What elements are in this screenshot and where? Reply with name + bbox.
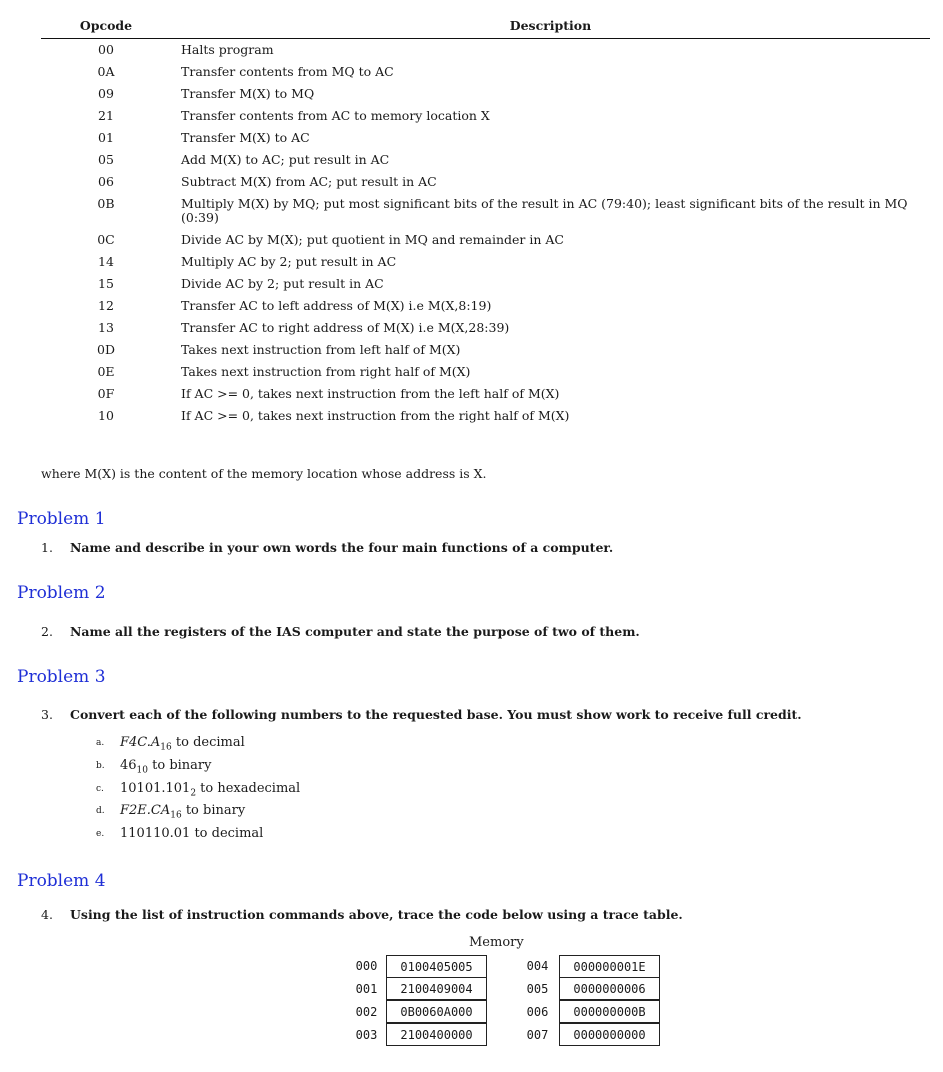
problem-2-text	[41, 624, 640, 639]
table-row	[41, 296, 930, 318]
problem-2-question: Name all the registers of the IAS computer and state the purpose of two of them.	[70, 624, 640, 639]
opcode-cell: 09	[98, 86, 114, 101]
description-cell: Transfer AC to right address of M(X) i.e M(X,28:39)	[181, 320, 510, 335]
number-value: F2E.CA	[120, 803, 171, 819]
memory-cell: 0000000006	[559, 977, 660, 1000]
number-value: 10101.101	[120, 780, 191, 796]
problem-3-heading: Problem 3	[17, 667, 106, 687]
opcode-cell: 05	[98, 152, 114, 167]
problem-1-heading: Problem 1	[17, 509, 106, 529]
list-item-letter: b.	[96, 760, 105, 771]
opcode-cell: 10	[98, 408, 114, 423]
memory-cell: 000000000B	[559, 1000, 660, 1023]
memory-row	[347, 1024, 660, 1047]
table-row	[41, 84, 930, 106]
memory-title: Memory	[469, 935, 524, 950]
opcode-cell: 0B	[97, 196, 115, 211]
opcode-table	[41, 14, 930, 428]
description-cell: Multiply M(X) by MQ; put most significant bits of the result in AC (79:40); least significant bits of the result in MQ (0:39)	[181, 196, 908, 225]
problem-4-heading: Problem 4	[17, 871, 106, 891]
opcode-cell: 0D	[97, 342, 115, 357]
memory-cell: 0000000000	[559, 1023, 660, 1046]
memory-address: 004	[526, 959, 549, 973]
list-item-letter: d.	[96, 806, 105, 817]
opcode-cell: 14	[98, 254, 114, 269]
description-cell: Transfer M(X) to AC	[181, 130, 310, 145]
memory-row	[347, 978, 660, 1001]
description-cell: Add M(X) to AC; put result in AC	[181, 152, 390, 167]
conversion-target: to decimal	[190, 826, 264, 842]
description-cell: If AC >= 0, takes next instruction from the right half of M(X)	[181, 408, 570, 423]
number-value: 46	[120, 757, 137, 773]
description-cell: Transfer M(X) to MQ	[181, 86, 315, 101]
conversion-target: to hexadecimal	[196, 780, 301, 796]
opcode-column-header: Opcode	[41, 14, 171, 39]
description-cell: Subtract M(X) from AC; put result in AC	[181, 174, 437, 189]
memory-address: 005	[526, 982, 549, 996]
memory-cell: 0100405005	[386, 955, 487, 978]
description-cell: Multiply AC by 2; put result in AC	[181, 254, 397, 269]
description-cell: Takes next instruction from left half of M(X)	[181, 342, 461, 357]
memory-address: 007	[526, 1028, 549, 1042]
table-row	[41, 362, 930, 384]
table-row	[41, 194, 930, 230]
list-item	[96, 825, 300, 848]
list-item	[96, 780, 300, 803]
memory-cell: 0B0060A000	[386, 1000, 487, 1023]
problem-3-text	[41, 707, 802, 722]
table-row	[41, 172, 930, 194]
problem-2-number: 2.	[41, 624, 53, 639]
opcode-cell: 06	[98, 174, 114, 189]
memory-address: 001	[355, 982, 378, 996]
memory-cell: 2100400000	[386, 1023, 487, 1046]
problem-3-question: Convert each of the following numbers to the requested base. You must show work to receive full credit.	[70, 707, 802, 722]
list-item-letter: e.	[96, 829, 105, 840]
description-cell: Transfer contents from MQ to AC	[181, 64, 394, 79]
memory-address: 003	[355, 1028, 378, 1042]
conversion-target: to binary	[148, 757, 212, 773]
opcode-cell: 00	[98, 42, 114, 57]
problem-1-question: Name and describe in your own words the four main functions of a computer.	[70, 540, 614, 555]
opcode-cell: 15	[98, 276, 114, 291]
memory-cell: 2100409004	[386, 977, 487, 1000]
number-base: 16	[170, 810, 182, 821]
problem-2-heading: Problem 2	[17, 583, 106, 603]
opcode-cell: 21	[98, 108, 114, 123]
description-cell: Transfer AC to left address of M(X) i.e M(X,8:19)	[181, 298, 492, 313]
number-value: 110110.01	[120, 826, 191, 842]
table-row	[41, 62, 930, 84]
number-value: F4C.A	[120, 735, 161, 750]
opcode-cell: 0A	[97, 64, 115, 79]
table-row	[41, 384, 930, 406]
number-base: 10	[136, 765, 148, 776]
table-row	[41, 106, 930, 128]
description-cell: Divide AC by 2; put result in AC	[181, 276, 384, 291]
memory-row	[347, 955, 660, 978]
table-row	[41, 274, 930, 296]
description-cell: Takes next instruction from right half of M(X)	[181, 364, 471, 379]
list-item	[96, 757, 300, 780]
number-base: 16	[160, 742, 172, 753]
table-header-row	[41, 14, 930, 39]
opcode-cell: 01	[98, 130, 114, 145]
opcode-cell: 0C	[97, 232, 115, 247]
opcode-cell: 0E	[97, 364, 115, 379]
opcode-cell: 0F	[97, 386, 115, 401]
table-row	[41, 340, 930, 362]
description-column-header: Description	[171, 14, 930, 39]
memory-address: 000	[355, 959, 378, 973]
table-row	[41, 39, 930, 63]
problem-3-number: 3.	[41, 707, 53, 722]
problem-1-text	[41, 540, 613, 555]
opcode-table-body	[41, 39, 930, 429]
memory-cell: 000000001E	[559, 955, 660, 978]
table-row	[41, 406, 930, 428]
memory-note: where M(X) is the content of the memory location whose address is X.	[41, 466, 487, 481]
problem-4-text	[41, 907, 683, 922]
list-item-letter: c.	[96, 783, 104, 794]
conversion-target: to decimal	[171, 735, 245, 750]
conversion-target: to binary	[181, 803, 246, 819]
list-item	[96, 734, 300, 757]
memory-row	[347, 1001, 660, 1024]
problem-1-number: 1.	[41, 540, 53, 555]
memory-address: 006	[526, 1005, 549, 1019]
description-cell: Divide AC by M(X); put quotient in MQ and remainder in AC	[181, 232, 564, 247]
opcode-cell: 12	[98, 298, 114, 313]
memory-grid	[347, 955, 660, 1047]
table-row	[41, 150, 930, 172]
table-row	[41, 230, 930, 252]
description-cell: Halts program	[181, 42, 274, 57]
table-row	[41, 252, 930, 274]
list-item-letter: a.	[96, 738, 105, 748]
table-row	[41, 318, 930, 340]
problem-4-question: Using the list of instruction commands above, trace the code below using a trace table.	[70, 907, 683, 922]
memory-address: 002	[355, 1005, 378, 1019]
description-cell: If AC >= 0, takes next instruction from the left half of M(X)	[181, 386, 560, 401]
problem-4-number: 4.	[41, 907, 53, 922]
description-cell: Transfer contents from AC to memory location X	[181, 108, 490, 123]
list-item	[96, 802, 300, 825]
opcode-cell: 13	[98, 320, 114, 335]
conversion-list	[96, 734, 300, 848]
number-base: 2	[190, 788, 197, 799]
table-row	[41, 128, 930, 150]
